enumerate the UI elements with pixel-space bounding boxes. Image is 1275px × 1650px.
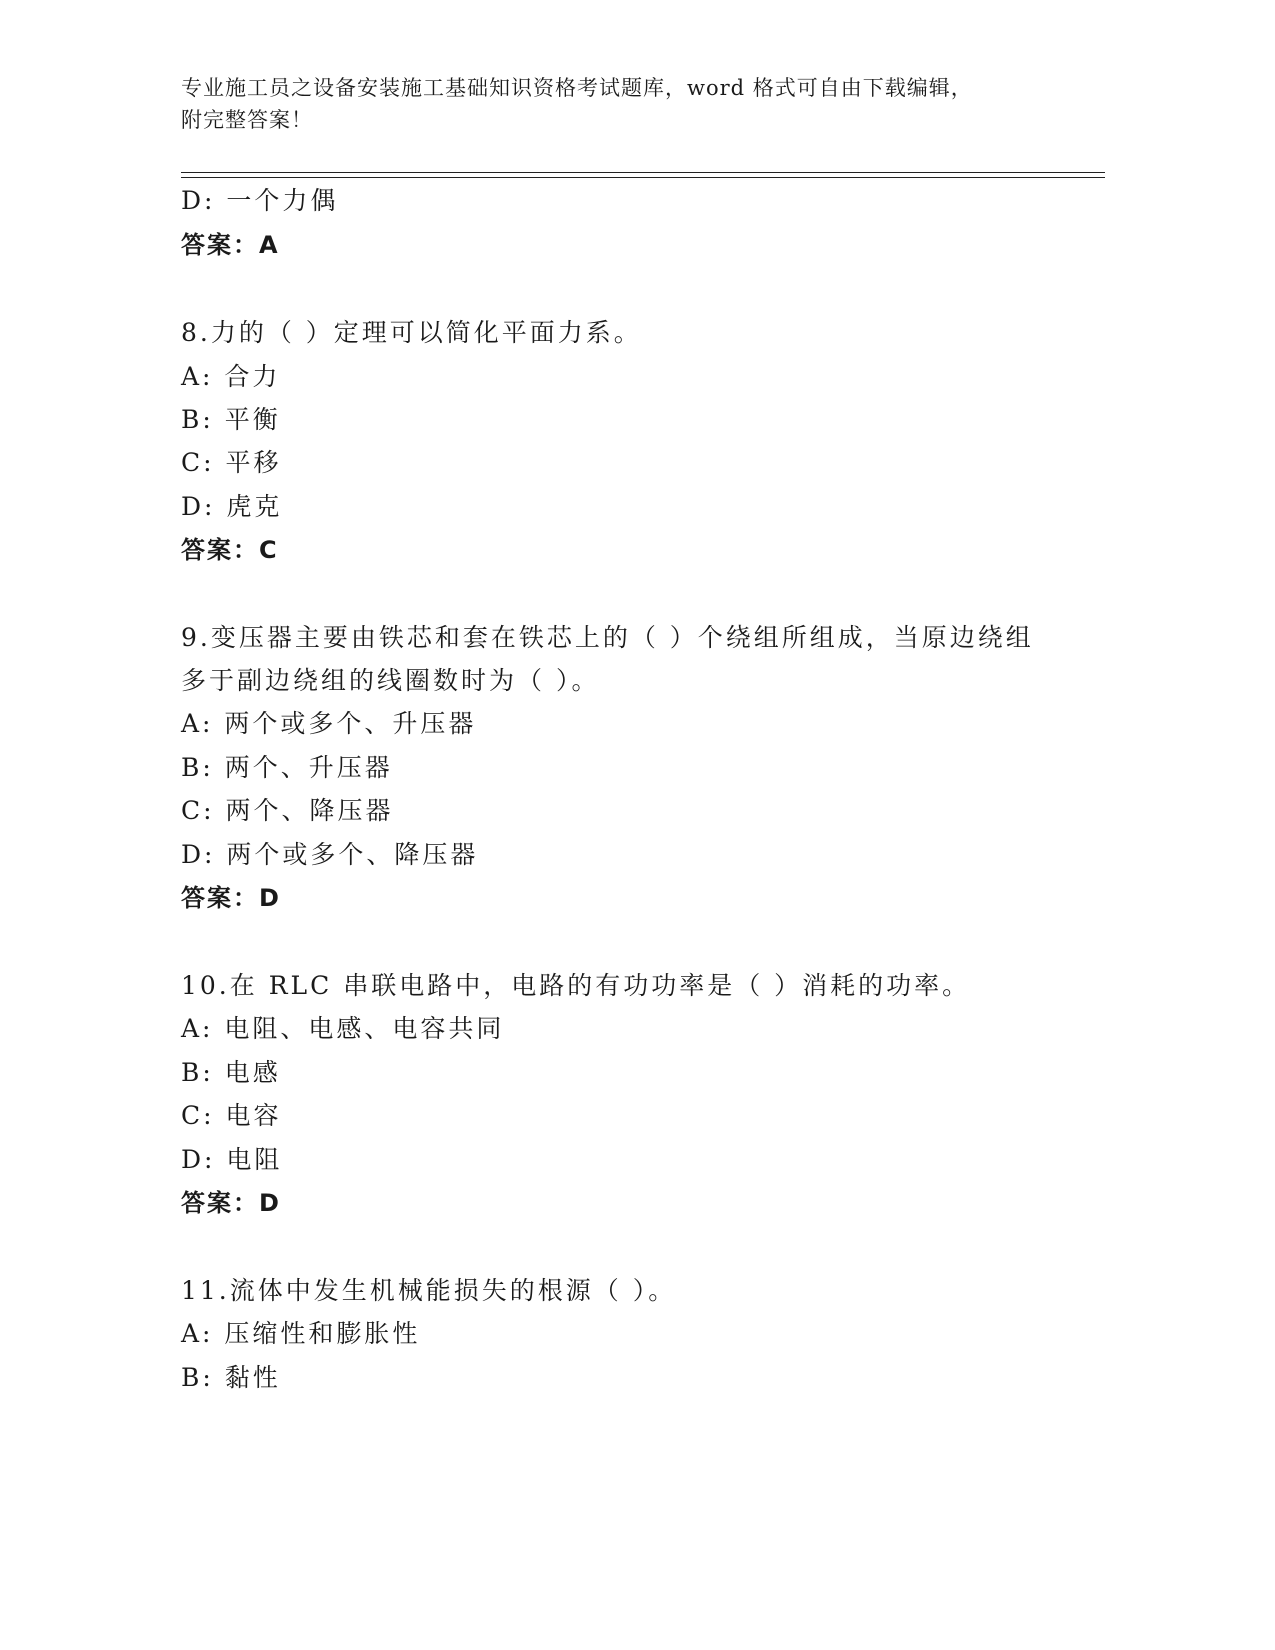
q10-stem: 10.在 RLC 串联电路中，电路的有功功率是（ ）消耗的功率。: [181, 971, 971, 1000]
q9-option-d: D: 两个或多个、降压器: [181, 840, 479, 869]
header-line-2: 附完整答案！: [181, 108, 313, 132]
q10-option-a: A: 电阻、电感、电容共同: [181, 1014, 505, 1043]
header-divider-bottom: [181, 177, 1105, 178]
q10-option-c: C: 电容: [181, 1101, 282, 1130]
q9-stem-line-2: 多于副边绕组的线圈数时为（ ）。: [181, 666, 600, 695]
q10-option-d: D: 电阻: [181, 1145, 283, 1174]
prev-answer: 答案：A: [181, 231, 280, 259]
q9-answer: 答案：D: [181, 884, 281, 912]
q8-option-b: B: 平衡: [181, 405, 281, 434]
q8-option-c: C: 平移: [181, 448, 282, 477]
q8-stem: 8.力的（ ）定理可以简化平面力系。: [181, 318, 642, 347]
document-header: [181, 72, 1081, 136]
header-line-1: 专业施工员之设备安装施工基础知识资格考试题库，word 格式可自由下载编辑，: [181, 76, 973, 100]
q11-option-a: A: 压缩性和膨胀性: [181, 1319, 421, 1348]
prev-option-d: D: 一个力偶: [181, 186, 339, 215]
q9-option-c: C: 两个、降压器: [181, 796, 394, 825]
q11-option-b: B: 黏性: [181, 1363, 281, 1392]
q10-answer: 答案：D: [181, 1189, 281, 1217]
q8-option-a: A: 合力: [181, 362, 281, 391]
q8-option-d: D: 虎克: [181, 492, 283, 521]
header-divider-top: [181, 172, 1105, 173]
q9-option-a: A: 两个或多个、升压器: [181, 709, 477, 738]
q9-option-b: B: 两个、升压器: [181, 753, 393, 782]
q10-option-b: B: 电感: [181, 1058, 281, 1087]
q8-answer: 答案：C: [181, 536, 279, 564]
q11-stem: 11.流体中发生机械能损失的根源（ ）。: [181, 1276, 677, 1305]
q9-stem-line-1: 9.变压器主要由铁芯和套在铁芯上的（ ）个绕组所组成，当原边绕组: [181, 623, 1034, 652]
